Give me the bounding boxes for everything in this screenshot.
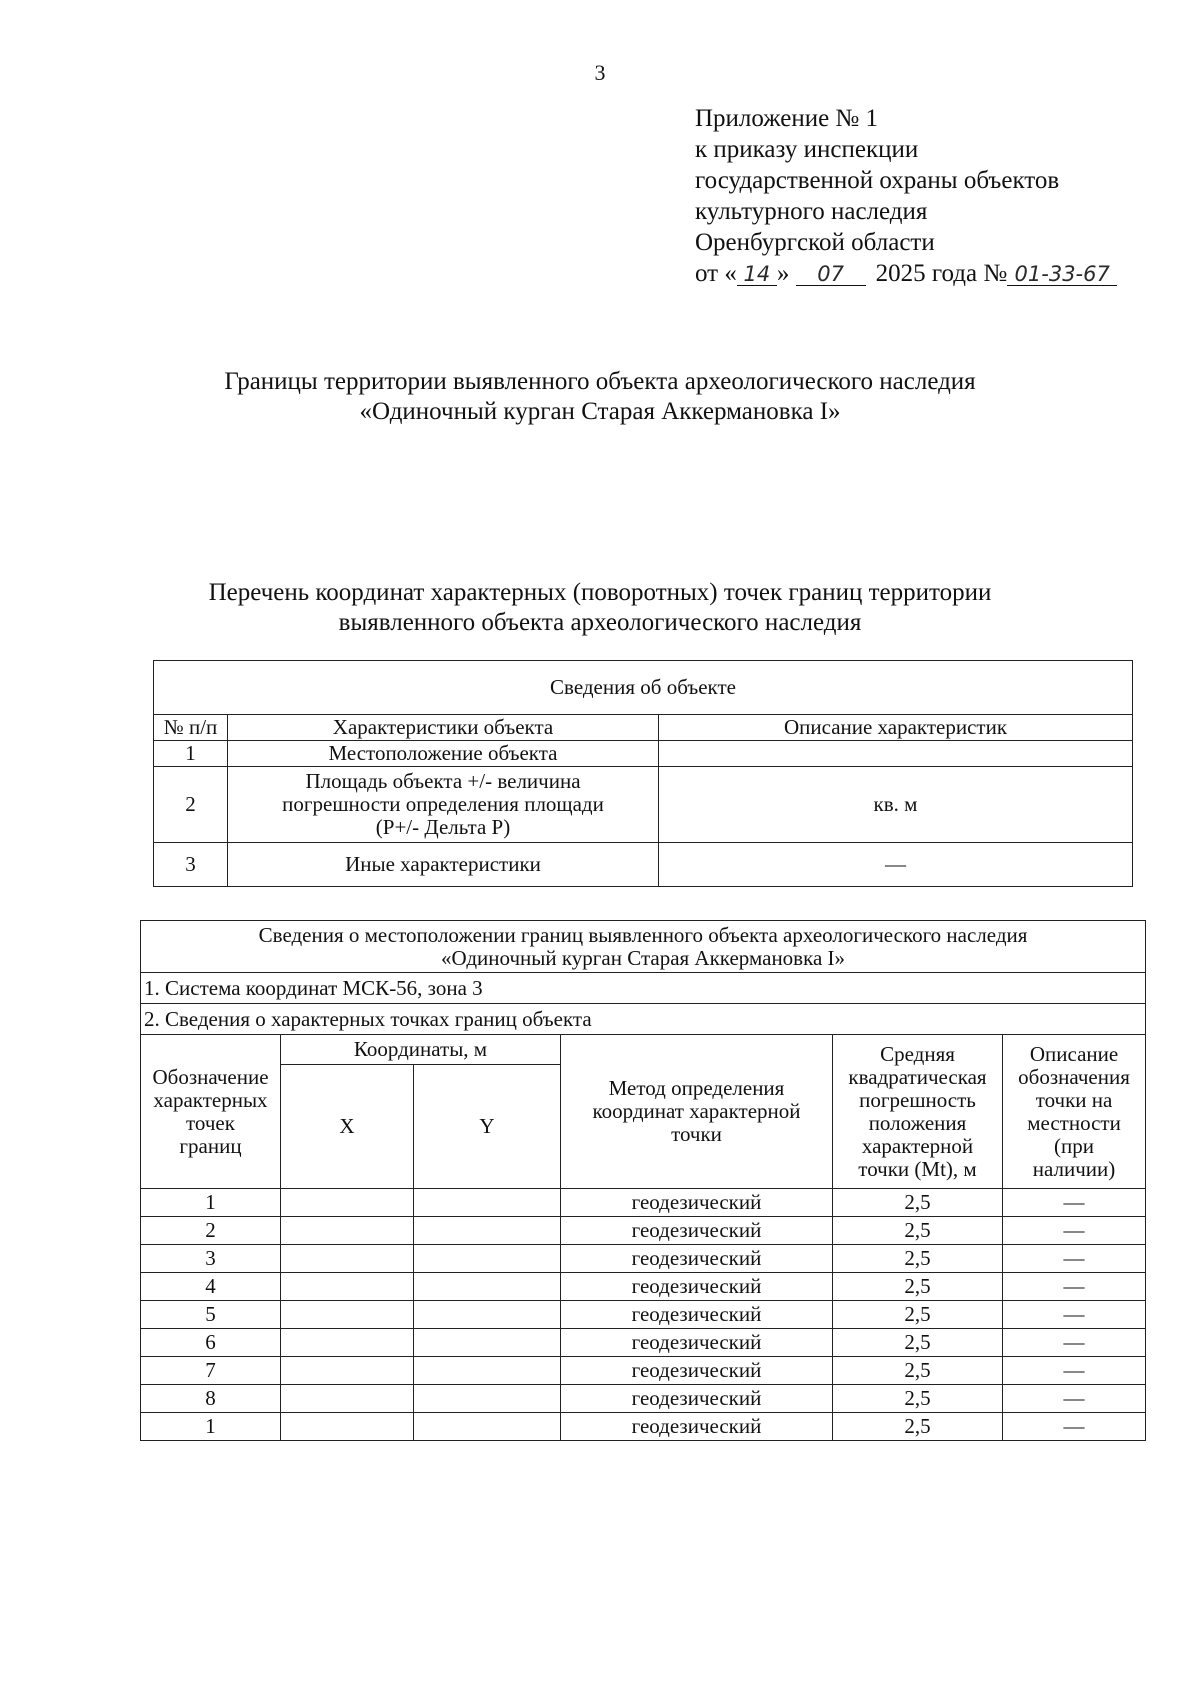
error-cell: 2,5: [833, 1189, 1003, 1217]
row-num: 3: [154, 843, 228, 887]
header-line: погрешность: [859, 1087, 976, 1112]
list-title: [100, 578, 1100, 638]
points-info-row: 2. Сведения о характерных точках границ объекта: [141, 1004, 1146, 1035]
row-num: 2: [154, 767, 228, 843]
point-cell: 1: [141, 1189, 281, 1217]
error-cell: 2,5: [833, 1329, 1003, 1357]
col-x-header: X: [281, 1065, 414, 1189]
y-cell: [414, 1329, 561, 1357]
x-cell: [281, 1329, 414, 1357]
appendix-block: [695, 103, 1165, 289]
object-info-table: [153, 660, 1133, 887]
col-error-header: [833, 1035, 1003, 1189]
header-line: координат характерной: [592, 1099, 801, 1123]
appendix-line-2: к приказу инспекции: [695, 136, 919, 163]
row-char: [228, 767, 659, 843]
col-desc-header: [1003, 1035, 1146, 1189]
table-row: [141, 1329, 1146, 1357]
order-number-handwritten: 01-33-67: [1007, 263, 1117, 286]
appendix-line-3: государственной охраны объектов: [695, 167, 1060, 194]
y-cell: [414, 1413, 561, 1441]
x-cell: [281, 1301, 414, 1329]
method-cell: геодезический: [561, 1301, 833, 1329]
method-cell: геодезический: [561, 1273, 833, 1301]
x-cell: [281, 1189, 414, 1217]
header-line: положения: [868, 1110, 967, 1135]
header-line: характерной: [861, 1133, 974, 1158]
table-row: [141, 1357, 1146, 1385]
row-char: Местоположение объекта: [228, 741, 659, 767]
header-line: точки: [671, 1122, 722, 1146]
point-cell: 1: [141, 1413, 281, 1441]
coord-system-row: 1. Система координат МСК-56, зона 3: [141, 973, 1146, 1004]
y-cell: [414, 1245, 561, 1273]
table-row: [141, 1273, 1146, 1301]
desc-cell: —: [1003, 1357, 1146, 1385]
point-cell: 7: [141, 1357, 281, 1385]
document-title: [100, 367, 1100, 427]
appendix-line-5: Оренбургской области: [695, 229, 935, 256]
error-cell: 2,5: [833, 1301, 1003, 1329]
row-char-line: погрешности определения площади: [282, 792, 604, 816]
title-line-2: «Одиночный курган Старая Аккермановка I»: [359, 398, 841, 425]
point-cell: 5: [141, 1301, 281, 1329]
header-line: Описание: [1029, 1041, 1119, 1066]
location-info-table: [140, 920, 1146, 1441]
x-cell: [281, 1413, 414, 1441]
error-cell: 2,5: [833, 1245, 1003, 1273]
header-line: точки (Mt), м: [858, 1156, 977, 1181]
col-point-header: [141, 1035, 281, 1189]
desc-cell: —: [1003, 1385, 1146, 1413]
method-cell: геодезический: [561, 1245, 833, 1273]
desc-cell: —: [1003, 1301, 1146, 1329]
table-row: [141, 1217, 1146, 1245]
list-title-line-2: выявленного объекта археологического наследия: [338, 609, 862, 636]
header-line: обозначения: [1018, 1064, 1130, 1089]
table-row: [154, 741, 1133, 767]
error-cell: 2,5: [833, 1413, 1003, 1441]
method-cell: геодезический: [561, 1217, 833, 1245]
point-cell: 6: [141, 1329, 281, 1357]
col-char-header: Характеристики объекта: [228, 715, 659, 741]
header-line: точки на: [1035, 1087, 1113, 1112]
y-cell: [414, 1357, 561, 1385]
row-desc: кв. м: [659, 767, 1133, 843]
error-cell: 2,5: [833, 1357, 1003, 1385]
row-char: Иные характеристики: [228, 843, 659, 887]
header-line: квадратическая: [848, 1064, 987, 1089]
point-cell: 4: [141, 1273, 281, 1301]
row-char-line: (P+/- Дельта P): [375, 815, 511, 839]
header-line: Средняя: [880, 1041, 955, 1066]
row-num: 1: [154, 741, 228, 767]
y-cell: [414, 1189, 561, 1217]
date-year-text: 2025 года №: [875, 260, 1008, 287]
error-cell: 2,5: [833, 1273, 1003, 1301]
point-cell: 3: [141, 1245, 281, 1273]
row-char-line: Площадь объекта +/- величина: [305, 769, 581, 793]
x-cell: [281, 1245, 414, 1273]
desc-cell: —: [1003, 1217, 1146, 1245]
table-row: [141, 1245, 1146, 1273]
title-line-1: Границы территории выявленного объекта археологического наследия: [224, 368, 976, 395]
desc-cell: —: [1003, 1413, 1146, 1441]
date-month-handwritten: 07: [796, 263, 866, 286]
method-cell: геодезический: [561, 1329, 833, 1357]
x-cell: [281, 1273, 414, 1301]
method-cell: геодезический: [561, 1189, 833, 1217]
table-row: [141, 1189, 1146, 1217]
method-cell: геодезический: [561, 1385, 833, 1413]
table-row: [154, 843, 1133, 887]
date-day-handwritten: 14: [737, 263, 777, 286]
col-coords-header: Координаты, м: [281, 1035, 561, 1065]
table-row: [141, 1413, 1146, 1441]
header-line: местности: [1027, 1110, 1121, 1135]
object-table-header: Сведения об объекте: [154, 661, 1133, 715]
table-row: [154, 767, 1133, 843]
point-cell: 2: [141, 1217, 281, 1245]
col-method-header: [561, 1035, 833, 1189]
point-cell: 8: [141, 1385, 281, 1413]
desc-cell: —: [1003, 1329, 1146, 1357]
header-line: точек: [186, 1110, 235, 1135]
x-cell: [281, 1385, 414, 1413]
table-row: [141, 1385, 1146, 1413]
y-cell: [414, 1217, 561, 1245]
page-number: 3: [594, 60, 606, 85]
error-cell: 2,5: [833, 1217, 1003, 1245]
y-cell: [414, 1385, 561, 1413]
list-title-line-1: Перечень координат характерных (поворотных) точек границ территории: [208, 579, 992, 606]
header-line: Метод определения: [608, 1076, 785, 1100]
desc-cell: —: [1003, 1245, 1146, 1273]
desc-cell: —: [1003, 1273, 1146, 1301]
table-row: [141, 1301, 1146, 1329]
location-table-header: [141, 921, 1146, 973]
x-cell: [281, 1217, 414, 1245]
location-header-line: Сведения о местоположении границ выявленного объекта археологического наследия: [258, 922, 1028, 947]
header-line: характерных: [153, 1087, 268, 1112]
col-num-header: № п/п: [154, 715, 228, 741]
row-desc: —: [659, 843, 1133, 887]
header-line: (при: [1054, 1133, 1095, 1158]
location-header-line: «Одиночный курган Старая Аккермановка I»: [440, 945, 846, 970]
date-mid: »: [776, 260, 790, 287]
appendix-date-line: [695, 258, 1165, 289]
appendix-line-4: культурного наследия: [695, 198, 928, 225]
header-line: наличии): [1032, 1156, 1116, 1181]
desc-cell: —: [1003, 1189, 1146, 1217]
error-cell: 2,5: [833, 1385, 1003, 1413]
row-desc: [659, 741, 1133, 767]
col-desc-header: Описание характеристик: [659, 715, 1133, 741]
method-cell: геодезический: [561, 1357, 833, 1385]
y-cell: [414, 1301, 561, 1329]
x-cell: [281, 1357, 414, 1385]
y-cell: [414, 1273, 561, 1301]
col-y-header: Y: [414, 1065, 561, 1189]
header-line: Обозначение: [152, 1064, 269, 1089]
appendix-line-1: Приложение № 1: [695, 105, 879, 132]
date-prefix: от «: [695, 260, 737, 287]
method-cell: геодезический: [561, 1413, 833, 1441]
header-line: границ: [179, 1133, 242, 1158]
points-table-body: [141, 1189, 1146, 1441]
